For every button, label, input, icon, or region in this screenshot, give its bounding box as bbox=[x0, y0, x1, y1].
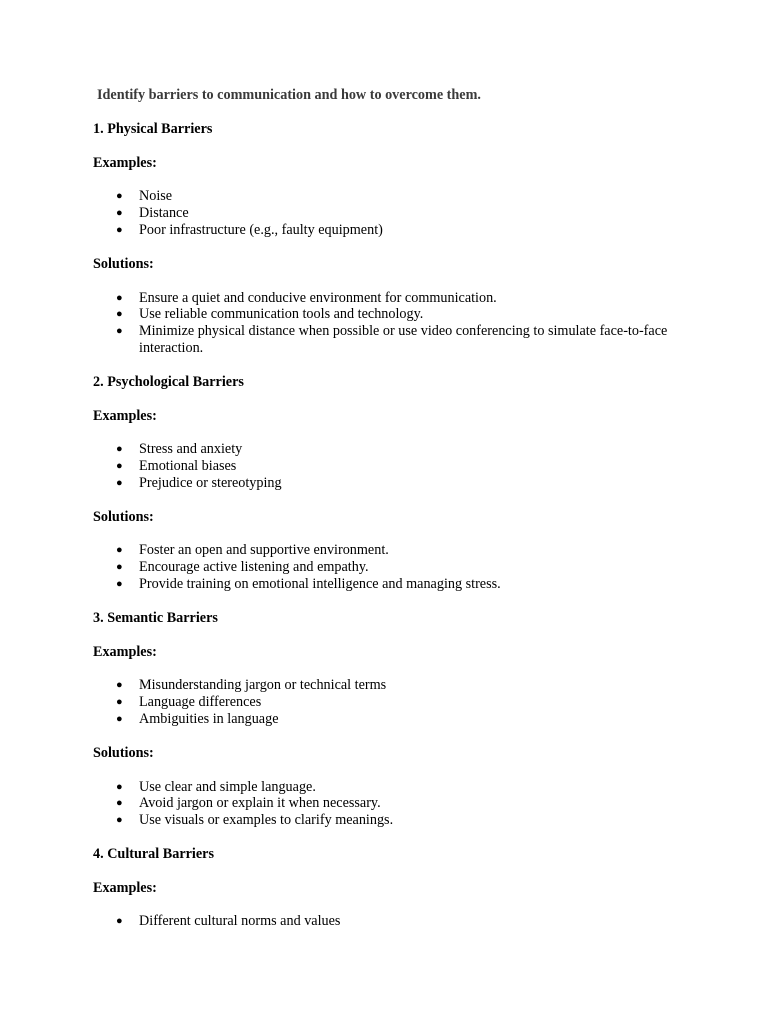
examples-label: Examples: bbox=[93, 644, 157, 660]
list-item-text: Prejudice or stereotyping bbox=[139, 475, 282, 491]
bullet-icon: ● bbox=[116, 781, 123, 793]
list-item bbox=[116, 677, 684, 694]
bullet-icon: ● bbox=[116, 460, 123, 472]
list-item-text: Ambiguities in language bbox=[139, 711, 279, 727]
bullet-icon: ● bbox=[116, 224, 123, 236]
section-heading: 2. Psychological Barriers bbox=[93, 374, 244, 390]
list-item bbox=[116, 711, 684, 728]
list-item-text: Provide training on emotional intelligence and managing stress. bbox=[139, 576, 501, 592]
bullet-icon: ● bbox=[116, 797, 123, 809]
document-title: Identify barriers to communication and how to overcome them. bbox=[97, 87, 481, 103]
list-item bbox=[116, 290, 684, 307]
list-item bbox=[116, 559, 684, 576]
list-item bbox=[116, 222, 684, 239]
list-item-text: Encourage active listening and empathy. bbox=[139, 559, 369, 575]
solutions-label: Solutions: bbox=[93, 509, 154, 525]
list-item bbox=[116, 323, 684, 357]
list-item-text: Avoid jargon or explain it when necessary. bbox=[139, 795, 381, 811]
list-item-text: Emotional biases bbox=[139, 458, 237, 474]
list-item bbox=[116, 795, 684, 812]
solutions-label: Solutions: bbox=[93, 745, 154, 761]
list-item-text: Stress and anxiety bbox=[139, 441, 243, 457]
list-item-text: Poor infrastructure (e.g., faulty equipment) bbox=[139, 222, 383, 238]
bullet-icon: ● bbox=[116, 443, 123, 455]
list-item-text: Use clear and simple language. bbox=[139, 779, 316, 795]
list-item-text: Use reliable communication tools and technology. bbox=[139, 306, 424, 322]
list-item bbox=[116, 205, 684, 222]
bullet-icon: ● bbox=[116, 325, 123, 337]
list-item-text: Misunderstanding jargon or technical terms bbox=[139, 677, 387, 693]
list-item bbox=[116, 779, 684, 796]
list-item bbox=[116, 913, 684, 930]
list-item-text: Use visuals or examples to clarify meanings. bbox=[139, 812, 394, 828]
bullet-icon: ● bbox=[116, 915, 123, 927]
list-item-text: Noise bbox=[139, 188, 173, 204]
examples-label: Examples: bbox=[93, 155, 157, 171]
list-item bbox=[116, 694, 684, 711]
list-item bbox=[116, 441, 684, 458]
list-item-text: Minimize physical distance when possible or use video conferencing to simulate face-to-face interaction. bbox=[139, 323, 668, 356]
bullet-icon: ● bbox=[116, 292, 123, 304]
bullet-icon: ● bbox=[116, 696, 123, 708]
list-item bbox=[116, 576, 684, 593]
examples-label: Examples: bbox=[93, 408, 157, 424]
list-item bbox=[116, 188, 684, 205]
list-item bbox=[116, 475, 684, 492]
examples-label: Examples: bbox=[93, 880, 157, 896]
list-item-text: Different cultural norms and values bbox=[139, 913, 341, 929]
bullet-icon: ● bbox=[116, 544, 123, 556]
bullet-icon: ● bbox=[116, 679, 123, 691]
section-heading: 4. Cultural Barriers bbox=[93, 846, 214, 862]
bullet-icon: ● bbox=[116, 207, 123, 219]
bullet-icon: ● bbox=[116, 578, 123, 590]
list-item bbox=[116, 458, 684, 475]
list-item bbox=[116, 542, 684, 559]
section-heading: 3. Semantic Barriers bbox=[93, 610, 218, 626]
solutions-label: Solutions: bbox=[93, 256, 154, 272]
section-heading: 1. Physical Barriers bbox=[93, 121, 213, 137]
list-item-text: Language differences bbox=[139, 694, 262, 710]
bullet-icon: ● bbox=[116, 477, 123, 489]
bullet-icon: ● bbox=[116, 561, 123, 573]
bullet-icon: ● bbox=[116, 190, 123, 202]
bullet-icon: ● bbox=[116, 814, 123, 826]
bullet-icon: ● bbox=[116, 308, 123, 320]
list-item-text: Foster an open and supportive environment. bbox=[139, 542, 389, 558]
list-item-text: Ensure a quiet and conducive environment for communication. bbox=[139, 290, 497, 306]
bullet-icon: ● bbox=[116, 713, 123, 725]
list-item bbox=[116, 306, 684, 323]
list-item-text: Distance bbox=[139, 205, 189, 221]
list-item bbox=[116, 812, 684, 829]
